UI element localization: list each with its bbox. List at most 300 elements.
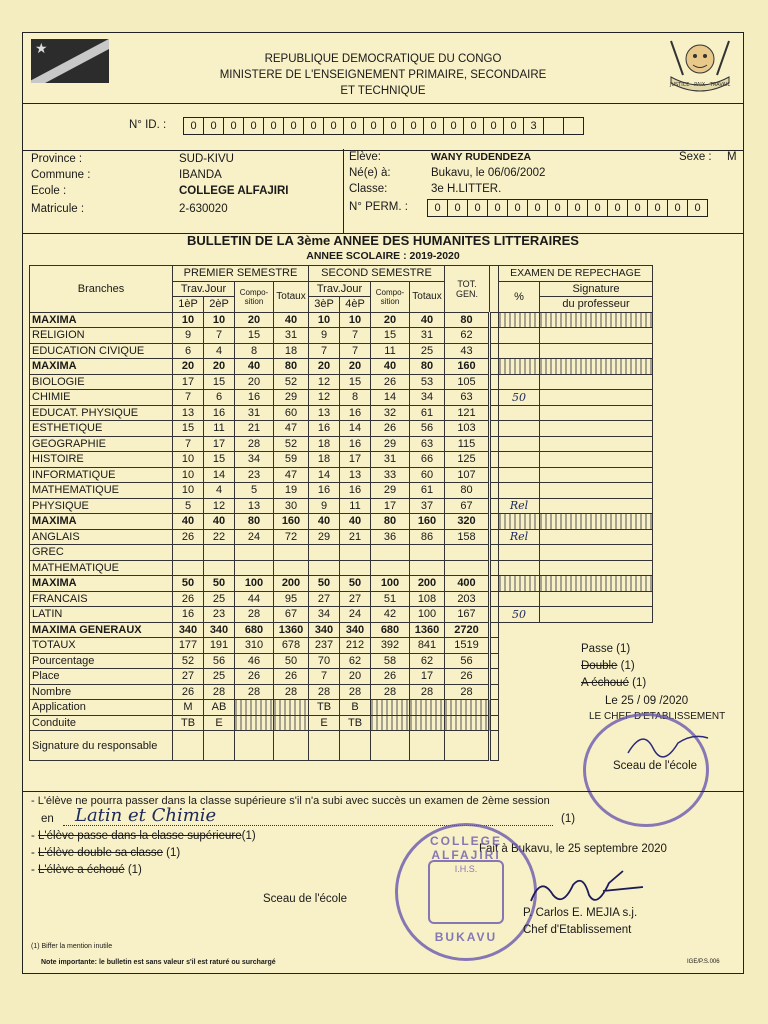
grade-cell: 8 (235, 343, 274, 359)
repechage-signature (540, 359, 653, 375)
grade-cell (173, 731, 204, 761)
grade-cell: 24 (235, 529, 274, 545)
p2-header: 2èP (204, 297, 235, 313)
grade-cell: 167 (445, 607, 490, 623)
repechage-signature (540, 467, 653, 483)
eleve-label: Elève: (349, 151, 381, 163)
repechage-signature (540, 312, 653, 328)
grade-cell (309, 731, 340, 761)
grade-cell: 21 (340, 529, 371, 545)
grade-cell: 34 (410, 390, 445, 406)
grade-cell: 18 (309, 436, 340, 452)
grade-row (30, 560, 653, 576)
repechage-pct (499, 452, 540, 468)
branch-name: LATIN (30, 607, 173, 623)
grade-cell: 160 (410, 514, 445, 530)
p4-header: 4èP (340, 297, 371, 313)
grade-cell: 680 (371, 622, 410, 638)
id-digit: 0 (383, 117, 404, 135)
perm-digit: 0 (667, 199, 688, 217)
perm-digit: 0 (647, 199, 668, 217)
grade-cell: 40 (274, 312, 309, 328)
grade-cell: 40 (410, 312, 445, 328)
grade-cell: 23 (204, 607, 235, 623)
grade-cell: 52 (173, 653, 204, 669)
grade-cell: 6 (173, 343, 204, 359)
grade-cell: 66 (410, 452, 445, 468)
matricule-label: Matricule : (31, 203, 85, 215)
grade-row (30, 452, 653, 468)
grade-cell: 18 (309, 452, 340, 468)
repechage-pct (499, 684, 540, 700)
grade-cell: 51 (371, 591, 410, 607)
grade-cell: 15 (173, 421, 204, 437)
tot-gen-header: TOT. GEN. (445, 266, 490, 313)
grade-cell: 16 (204, 405, 235, 421)
repechage-signature (540, 405, 653, 421)
id-digit: 0 (223, 117, 244, 135)
chef-label: LE CHEF D'ETABLISSEMENT (589, 711, 726, 722)
repechage-pct (499, 715, 540, 731)
branch-name: TOTAUX (30, 638, 173, 654)
repechage-pct: Rel (499, 529, 540, 545)
grade-cell (274, 715, 309, 731)
perm-digit: 0 (427, 199, 448, 217)
commune-value: IBANDA (179, 169, 222, 181)
grade-cell: 16 (309, 421, 340, 437)
grade-cell: 7 (340, 328, 371, 344)
grade-cell: 100 (235, 576, 274, 592)
grade-cell: 203 (445, 591, 490, 607)
branch-name: EDUCAT. PHYSIQUE (30, 405, 173, 421)
grade-cell: 16 (235, 390, 274, 406)
grade-cell: 17 (371, 498, 410, 514)
grade-cell: 200 (410, 576, 445, 592)
sexe-label: Sexe : (679, 151, 712, 163)
grade-row (30, 700, 653, 716)
grade-cell: 237 (309, 638, 340, 654)
note-passe: - L'élève passe dans la classe supérieure(1) (31, 830, 256, 842)
grade-cell: 212 (340, 638, 371, 654)
important-note: Note importante: le bulletin est sans valeur s'il est raturé ou surchargé (41, 959, 276, 966)
trav-jour-2: Trav.Jour (309, 281, 371, 297)
perm-digit: 0 (567, 199, 588, 217)
grade-cell: 16 (173, 607, 204, 623)
branch-name: Place (30, 669, 173, 685)
grade-cell (410, 715, 445, 731)
grade-cell (204, 560, 235, 576)
grade-cell: 26 (173, 529, 204, 545)
grade-cell: 17 (340, 452, 371, 468)
grade-cell: 34 (235, 452, 274, 468)
grade-cell: 400 (445, 576, 490, 592)
grade-cell: 310 (235, 638, 274, 654)
grade-cell: 108 (410, 591, 445, 607)
grade-cell (371, 700, 410, 716)
header-line3: ET TECHNIQUE (340, 85, 426, 97)
grade-cell: 7 (173, 390, 204, 406)
grade-cell: 60 (274, 405, 309, 421)
repechage-pct (499, 467, 540, 483)
grade-cell: 320 (445, 514, 490, 530)
grade-cell: 62 (445, 328, 490, 344)
grade-cell: 10 (173, 452, 204, 468)
grade-row (30, 483, 653, 499)
ecole-label: Ecole : (31, 185, 67, 197)
ecole-value: COLLEGE ALFAJIRI (179, 185, 289, 197)
repechage-signature (540, 390, 653, 406)
grade-cell (445, 731, 490, 761)
repechage-pct (499, 514, 540, 530)
grade-cell: AB (204, 700, 235, 716)
grade-cell: 44 (235, 591, 274, 607)
repechage-pct (499, 421, 540, 437)
grade-cell: 28 (204, 684, 235, 700)
grade-cell: 50 (340, 576, 371, 592)
grade-cell: 63 (410, 436, 445, 452)
form-code: IGE/P.S.006 (687, 959, 720, 965)
grade-cell: 4 (204, 483, 235, 499)
grade-cell: 27 (309, 591, 340, 607)
grade-cell: 13 (173, 405, 204, 421)
grade-row (30, 328, 653, 344)
grade-cell: 70 (309, 653, 340, 669)
grade-row (30, 343, 653, 359)
grade-cell: 9 (309, 498, 340, 514)
perm-label: N° PERM. : (349, 201, 408, 213)
grade-cell: 10 (173, 467, 204, 483)
grade-cell: 61 (410, 483, 445, 499)
grade-cell: 95 (274, 591, 309, 607)
grade-cell: 31 (410, 328, 445, 344)
grade-cell: 6 (204, 390, 235, 406)
grade-cell: 15 (371, 328, 410, 344)
grade-cell: 21 (235, 421, 274, 437)
repechage-pct (499, 576, 540, 592)
branch-name: CHIMIE (30, 390, 173, 406)
grade-cell: 80 (235, 514, 274, 530)
grade-cell (340, 731, 371, 761)
repechage-signature (540, 607, 653, 623)
repechage-pct: 50 (499, 390, 540, 406)
grade-cell (235, 700, 274, 716)
grade-cell: 63 (445, 390, 490, 406)
grade-cell: 42 (371, 607, 410, 623)
grade-row (30, 390, 653, 406)
repechage-signature (540, 328, 653, 344)
perm-digit: 0 (527, 199, 548, 217)
id-digit (543, 117, 564, 135)
grade-cell: 26 (173, 684, 204, 700)
repechage-pct (499, 560, 540, 576)
id-digit: 0 (263, 117, 284, 135)
grade-cell (173, 545, 204, 561)
grade-cell: 31 (371, 452, 410, 468)
repechage-signature (540, 560, 653, 576)
fait-a: Fait à Bukavu, le 25 septembre 2020 (479, 843, 667, 855)
branches-header: Branches (30, 266, 173, 313)
grade-cell: 33 (371, 467, 410, 483)
ne-label: Né(e) à: (349, 167, 391, 179)
grade-cell (309, 560, 340, 576)
grade-cell: 125 (445, 452, 490, 468)
grade-cell: TB (309, 700, 340, 716)
repechage-pct (499, 359, 540, 375)
grade-cell: 191 (204, 638, 235, 654)
grade-cell: 26 (445, 669, 490, 685)
grade-cell: 392 (371, 638, 410, 654)
grade-cell: 60 (410, 467, 445, 483)
grade-cell: 25 (204, 669, 235, 685)
grade-cell (204, 731, 235, 761)
grade-cell: 40 (371, 359, 410, 375)
grade-cell: 28 (235, 607, 274, 623)
note-exam: - L'élève ne pourra passer dans la classe supérieure s'il n'a subi avec succès un examen de 2ème session (31, 795, 550, 807)
grade-row (30, 359, 653, 375)
perm-digit: 0 (587, 199, 608, 217)
grade-cell: 200 (274, 576, 309, 592)
grade-cell (445, 700, 490, 716)
national-emblem-icon (665, 37, 735, 99)
branch-name: ANGLAIS (30, 529, 173, 545)
signature-small (623, 723, 713, 763)
grade-cell: 50 (173, 576, 204, 592)
repechage-pct (499, 483, 540, 499)
note-en-suffix: (1) (561, 813, 576, 825)
decision-passe: Passe (1) (581, 643, 631, 655)
grade-cell (340, 545, 371, 561)
id-digit: 0 (243, 117, 264, 135)
grade-cell (371, 731, 410, 761)
perm-digit: 0 (547, 199, 568, 217)
grade-row (30, 529, 653, 545)
grade-cell: 12 (309, 390, 340, 406)
repechage-pct (499, 591, 540, 607)
grade-cell: 36 (371, 529, 410, 545)
grade-cell: 26 (173, 591, 204, 607)
grade-cell: 15 (204, 374, 235, 390)
p1-header: 1èP (173, 297, 204, 313)
grade-cell: 100 (410, 607, 445, 623)
id-label: N° ID. : (129, 119, 167, 131)
grade-cell: 61 (410, 405, 445, 421)
grade-row (30, 715, 653, 731)
report-card (22, 32, 744, 974)
classe-value: 3e H.LITTER. (431, 183, 502, 195)
pct-header: % (499, 281, 540, 312)
grade-cell: 26 (371, 421, 410, 437)
grade-row (30, 405, 653, 421)
grade-cell (204, 545, 235, 561)
grade-cell: 80 (274, 359, 309, 375)
perm-digit: 0 (487, 199, 508, 217)
grade-cell: 11 (204, 421, 235, 437)
grade-cell: TB (173, 715, 204, 731)
branch-name: HISTOIRE (30, 452, 173, 468)
grade-cell: 12 (309, 374, 340, 390)
repechage-pct (499, 700, 540, 716)
grade-cell: 2720 (445, 622, 490, 638)
grade-cell: 340 (309, 622, 340, 638)
branch-name: Conduite (30, 715, 173, 731)
grade-cell: 20 (309, 359, 340, 375)
signer-title: Chef d'Etablissement (523, 924, 632, 936)
branch-name: FRANCAIS (30, 591, 173, 607)
p3-header: 3èP (309, 297, 340, 313)
id-digit: 0 (363, 117, 384, 135)
grade-cell (410, 731, 445, 761)
grade-cell: 47 (274, 421, 309, 437)
grade-cell: 10 (204, 312, 235, 328)
branch-name: EDUCATION CIVIQUE (30, 343, 173, 359)
grade-cell: 14 (204, 467, 235, 483)
repechage-signature (540, 436, 653, 452)
grade-cell: 7 (173, 436, 204, 452)
id-digit: 0 (463, 117, 484, 135)
grade-cell (274, 560, 309, 576)
id-digit: 0 (423, 117, 444, 135)
grade-cell: 40 (340, 514, 371, 530)
grade-row (30, 591, 653, 607)
note-en-handwritten: Latin et Chimie (75, 805, 217, 826)
ne-value: Bukavu, le 06/06/2002 (431, 167, 546, 179)
totaux-1: Totaux (274, 281, 309, 312)
grade-cell: 24 (340, 607, 371, 623)
grade-cell: 1519 (445, 638, 490, 654)
id-digit: 0 (183, 117, 204, 135)
repechage-signature (540, 374, 653, 390)
grade-cell: 23 (235, 467, 274, 483)
note-echoue: - L'élève a échoué (1) (31, 864, 142, 876)
grade-cell: 20 (204, 359, 235, 375)
grade-cell (410, 560, 445, 576)
grade-cell: 28 (340, 684, 371, 700)
grade-cell: 680 (235, 622, 274, 638)
grade-cell: 28 (371, 684, 410, 700)
grade-cell: 103 (445, 421, 490, 437)
grade-cell: 30 (274, 498, 309, 514)
grade-cell: 86 (410, 529, 445, 545)
grade-cell: 10 (173, 483, 204, 499)
id-digit: 0 (343, 117, 364, 135)
grade-cell: 20 (235, 312, 274, 328)
perm-digit: 0 (447, 199, 468, 217)
repechage-pct (499, 653, 540, 669)
id-digit: 0 (503, 117, 524, 135)
grade-cell: 17 (410, 669, 445, 685)
grade-cell: 7 (204, 328, 235, 344)
grade-cell: 14 (340, 421, 371, 437)
repechage-header: EXAMEN DE REPECHAGE (499, 266, 653, 282)
grade-cell: 29 (371, 483, 410, 499)
grade-cell: 52 (274, 374, 309, 390)
grade-cell: 28 (309, 684, 340, 700)
grade-cell: 11 (340, 498, 371, 514)
grade-cell: 26 (274, 669, 309, 685)
branch-name: RELIGION (30, 328, 173, 344)
grade-cell: 18 (274, 343, 309, 359)
grade-cell: 80 (445, 483, 490, 499)
signature-header: Signature (540, 281, 653, 297)
grade-cell: 28 (274, 684, 309, 700)
du-prof-header: du professeur (540, 297, 653, 313)
grade-cell: 53 (410, 374, 445, 390)
grade-cell (235, 715, 274, 731)
grade-cell: 46 (235, 653, 274, 669)
province-label: Province : (31, 153, 83, 165)
grade-cell: 16 (340, 483, 371, 499)
grade-cell: 27 (340, 591, 371, 607)
grade-cell: 841 (410, 638, 445, 654)
repechage-signature (540, 498, 653, 514)
grade-cell: 19 (274, 483, 309, 499)
grade-cell: 9 (173, 328, 204, 344)
repechage-signature (540, 421, 653, 437)
grade-cell (274, 545, 309, 561)
drc-flag: ★ (31, 39, 109, 83)
grade-cell: 37 (410, 498, 445, 514)
perm-digit: 0 (507, 199, 528, 217)
branch-name: Nombre (30, 684, 173, 700)
grade-cell: M (173, 700, 204, 716)
grade-cell: 29 (371, 436, 410, 452)
totaux-2: Totaux (410, 281, 445, 312)
grade-cell: 1360 (410, 622, 445, 638)
sceau-label-right: Sceau de l'école (613, 760, 698, 772)
grade-cell: 20 (340, 669, 371, 685)
grade-cell: 67 (445, 498, 490, 514)
branch-name: MAXIMA (30, 312, 173, 328)
compo-1: Compo- sition (235, 281, 274, 312)
grade-cell: 9 (309, 328, 340, 344)
grade-cell: 28 (410, 684, 445, 700)
grade-cell: 26 (371, 374, 410, 390)
repechage-pct: Rel (499, 498, 540, 514)
signature-main (523, 865, 653, 913)
id-digit: 0 (323, 117, 344, 135)
grade-cell (235, 731, 274, 761)
grade-cell: 1360 (274, 622, 309, 638)
grade-cell: 40 (204, 514, 235, 530)
grade-cell: 13 (340, 467, 371, 483)
grade-cell: 31 (235, 405, 274, 421)
branch-name: PHYSIQUE (30, 498, 173, 514)
grade-cell: 100 (371, 576, 410, 592)
grade-cell: 50 (309, 576, 340, 592)
decision-date: Le 25 / 09 /2020 (605, 695, 689, 707)
grade-cell: 7 (340, 343, 371, 359)
sem2-header: SECOND SEMESTRE (309, 266, 445, 282)
grade-cell: E (204, 715, 235, 731)
grade-cell (410, 700, 445, 716)
grade-row (30, 669, 653, 685)
grade-cell: 10 (340, 312, 371, 328)
bulletin-title: BULLETIN DE LA 3ème ANNEE DES HUMANITES LITTERAIRES (187, 233, 579, 248)
repechage-pct (499, 312, 540, 328)
id-digit: 0 (403, 117, 424, 135)
perm-digit: 0 (467, 199, 488, 217)
repechage-pct (499, 638, 540, 654)
branch-name: MATHEMATIQUE (30, 560, 173, 576)
grade-cell: 16 (309, 483, 340, 499)
grade-row (30, 731, 653, 761)
grade-cell: 59 (274, 452, 309, 468)
repechage-pct (499, 343, 540, 359)
repechage-pct (499, 374, 540, 390)
repechage-signature (540, 545, 653, 561)
grade-cell: 20 (173, 359, 204, 375)
grade-cell (235, 560, 274, 576)
